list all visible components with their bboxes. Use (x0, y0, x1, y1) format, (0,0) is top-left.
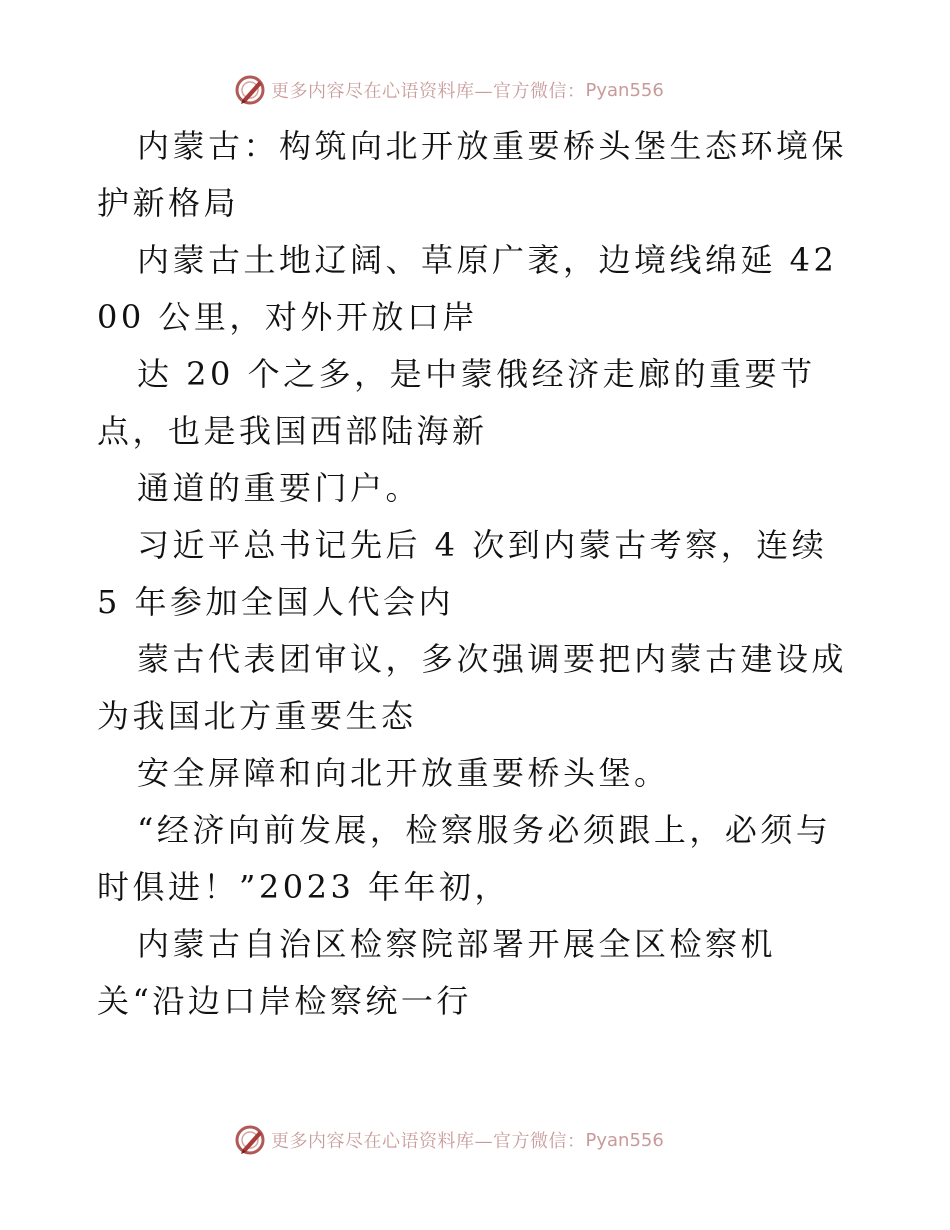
paragraph: “经济向前发展，检察服务必须跟上，必须与时俱进！”2023 年年初， (97, 811, 832, 906)
pen-logo-icon (233, 1123, 267, 1157)
paragraph: 蒙古代表团审议，多次强调要把内蒙古建设成为我国北方重要生态 (97, 640, 848, 735)
banner-wechat-id: Pyan556 (585, 79, 664, 101)
paragraph: 安全屏障和向北开放重要桥头堡。 (137, 754, 670, 792)
document-body (97, 118, 857, 1030)
header-watermark-banner (233, 72, 664, 108)
paragraph: 内蒙古土地辽阔、草原广袤，边境线绵延 4200 公里，对外开放口岸 (97, 241, 838, 336)
paragraph: 通道的重要门户。 (137, 469, 422, 507)
banner-wechat-id: Pyan556 (585, 1129, 664, 1151)
banner-text: 更多内容尽在心语资料库—官方微信： (271, 81, 586, 102)
paragraph: 内蒙古自治区检察院部署开展全区检察机关“沿边口岸检察统一行 (97, 925, 777, 1020)
pen-logo-icon (233, 73, 267, 107)
paragraph-title: 内蒙古：构筑向北开放重要桥头堡生态环境保护新格局 (97, 127, 848, 222)
paragraph: 达 20 个之多，是中蒙俄经济走廊的重要节点，也是我国西部陆海新 (97, 355, 816, 450)
footer-watermark-banner (233, 1122, 664, 1158)
banner-text: 更多内容尽在心语资料库—官方微信： (271, 1131, 586, 1152)
paragraph: 习近平总书记先后 4 次到内蒙古考察，连续 5 年参加全国人代会内 (97, 526, 828, 621)
